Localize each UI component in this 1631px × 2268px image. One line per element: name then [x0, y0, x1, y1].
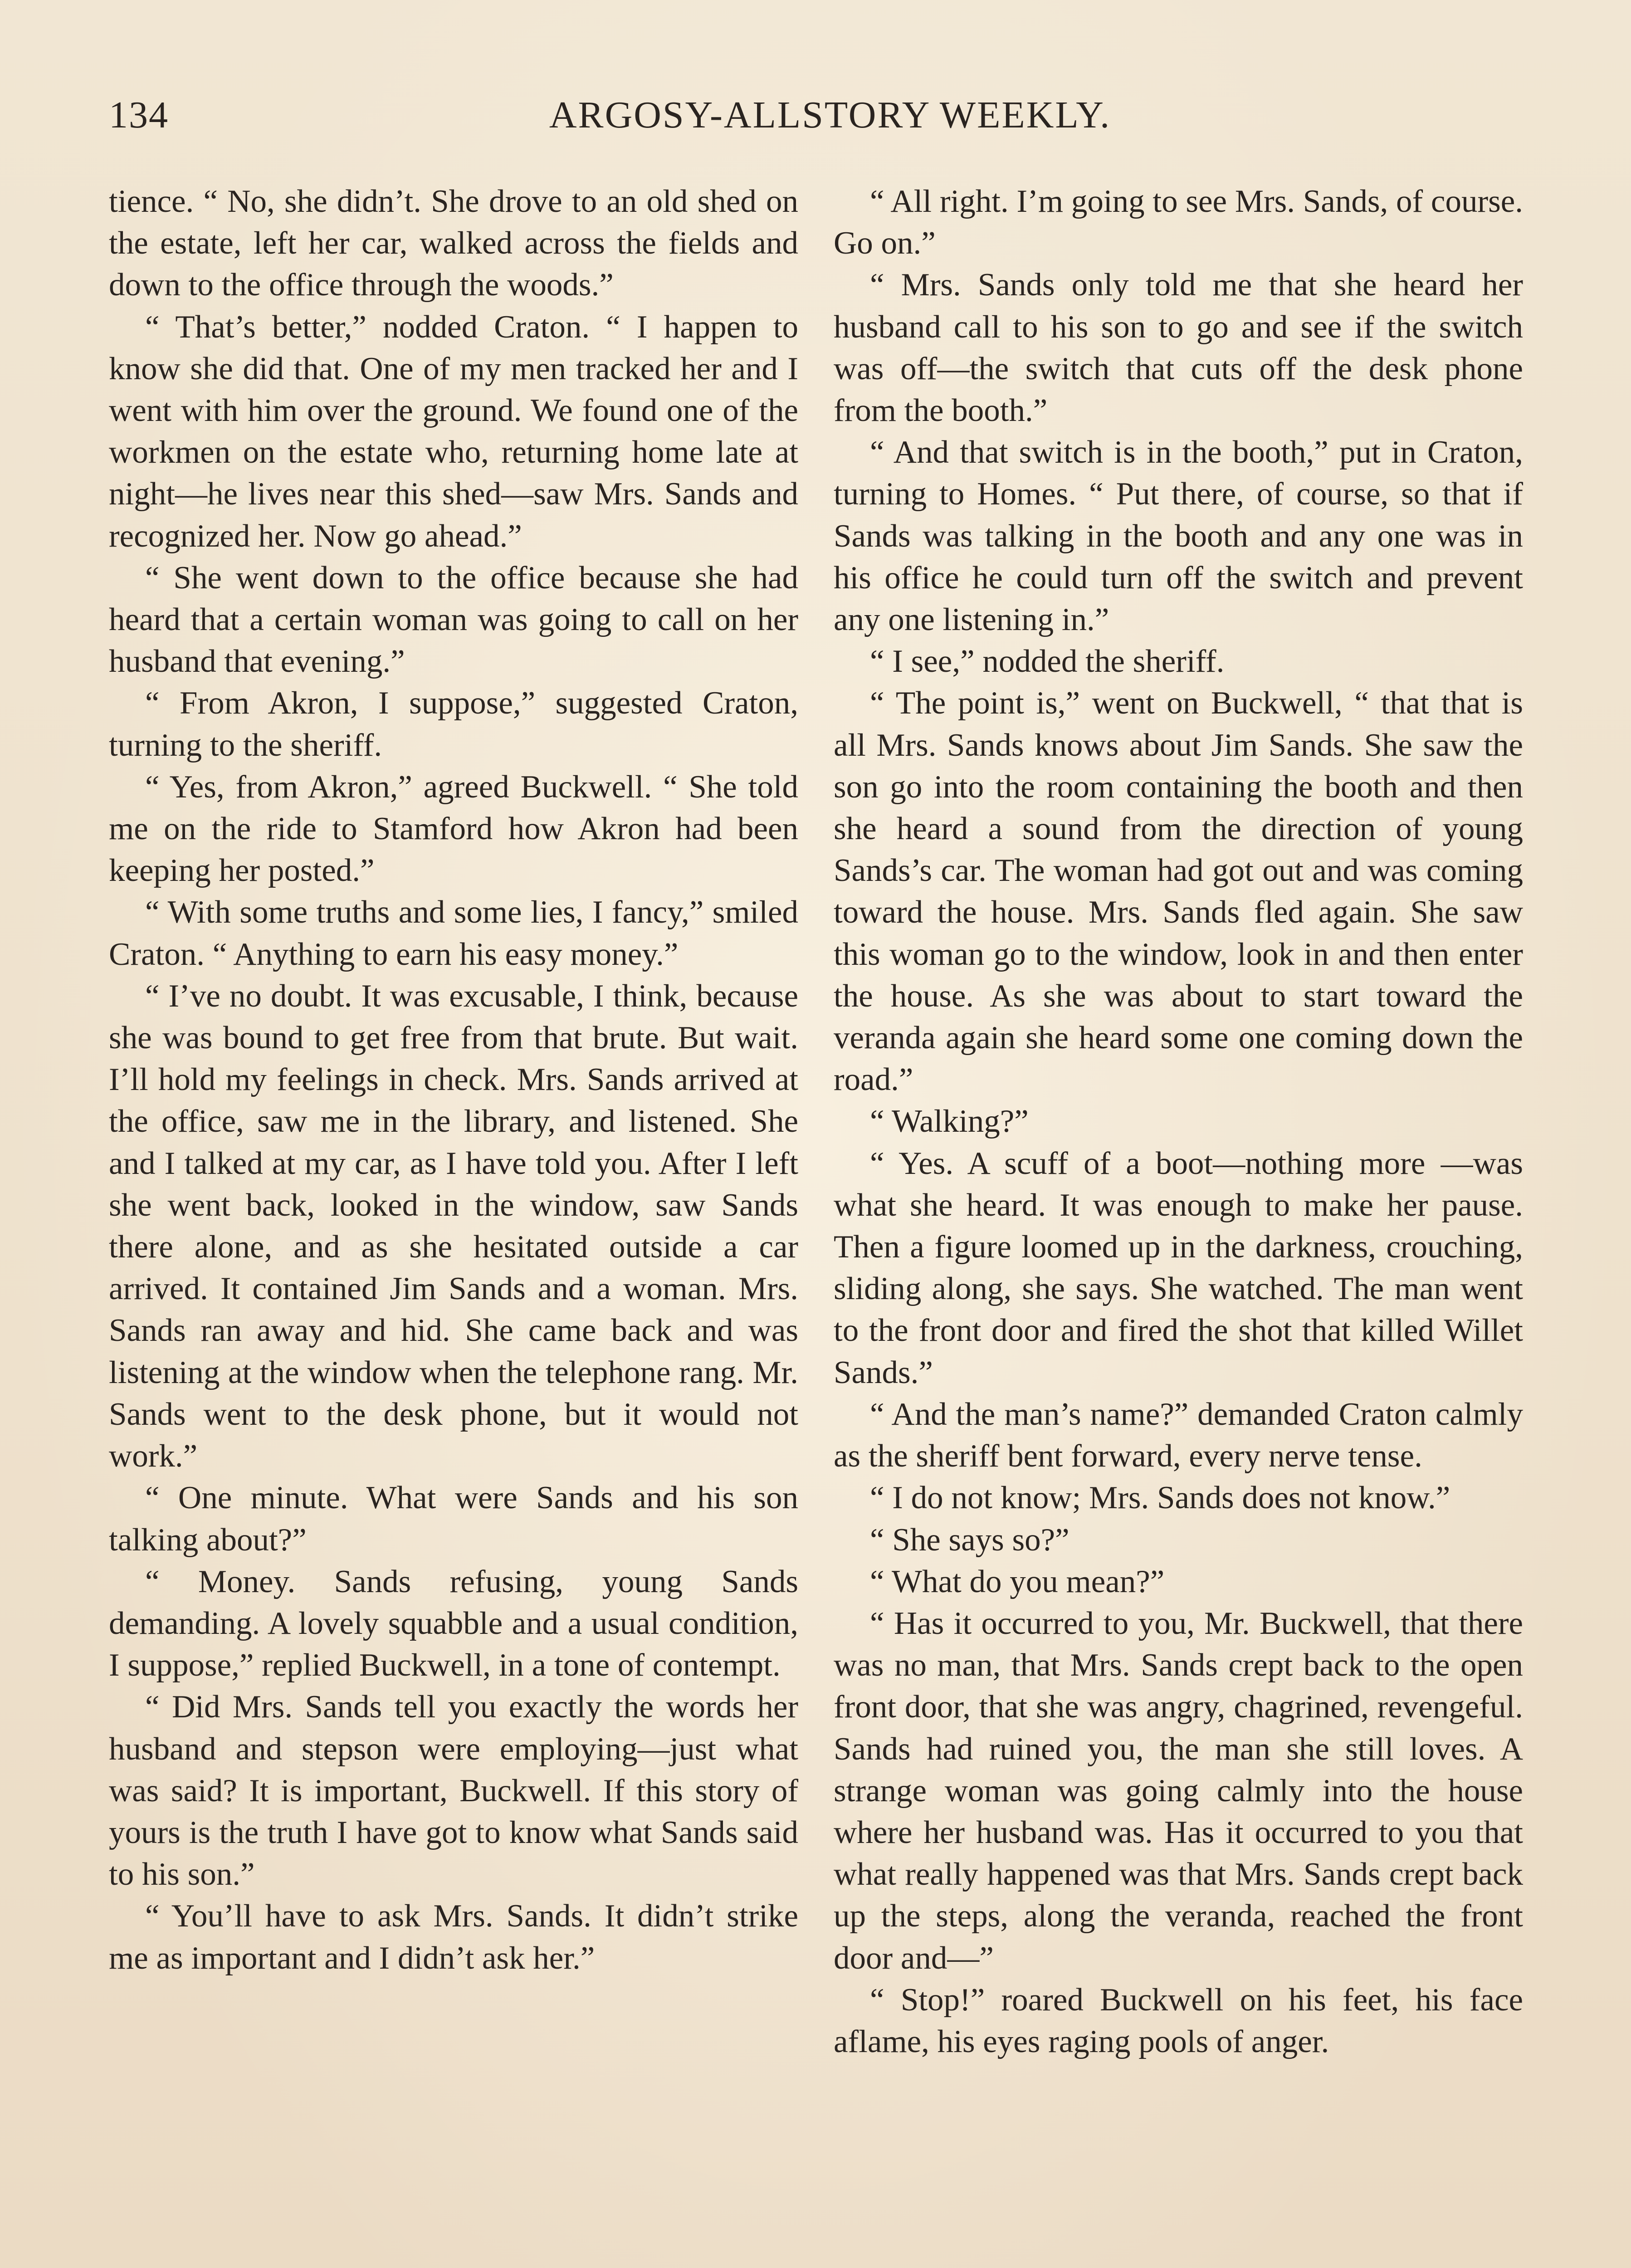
paragraph: “ She went down to the office because she had heard that a certain woman was going to call on her husband that evening.”	[109, 560, 798, 679]
paragraph: “ From Akron, I suppose,” suggested Craton, turning to the sheriff.	[109, 685, 798, 763]
paragraph: “ And the man’s name?” demanded Craton calmly as the sheriff bent forward, every nerve tense.	[834, 1396, 1523, 1474]
paragraph: “ I see,” nodded the sheriff.	[870, 644, 1225, 679]
paragraph: “ With some truths and some lies, I fancy,” smiled Craton. “ Anything to earn his easy money.”	[109, 894, 798, 972]
paragraph: “ That’s better,” nodded Craton. “ I happen to know she did that. One of my men tracked her and I went with him over the ground. We found one of the workmen on the estate who, returning home late at night—he lives near this shed—saw Mrs. Sands and recognized her. Now go ahead.”	[109, 309, 798, 554]
paragraph: “ Money. Sands refusing, young Sands demanding. A lovely squabble and a usual condition, I suppose,” replied Buckwell, in a tone of contempt.	[109, 1564, 798, 1683]
paragraph: “ Mrs. Sands only told me that she heard her husband call to his son to go and see if the switch was off—the switch that cuts off the desk phone from the booth.”	[834, 267, 1523, 429]
paragraph: “ All right. I’m going to see Mrs. Sands, of course. Go on.”	[834, 184, 1523, 261]
paragraph: “ The point is,” went on Buckwell, “ that that is all Mrs. Sands knows about Jim Sands. She saw the son go into the room containing the booth and then she heard a sound from the direction of young Sands’s car. The woman had got out and was coming toward the house. Mrs. Sands fled again. She saw this woman go to the window, look in and then enter the house. As she was about to start toward the veranda again she heard some one coming down the road.”	[834, 685, 1523, 1098]
running-head: ARGOSY-ALLSTORY WEEKLY.	[549, 94, 1111, 136]
paragraph: “ You’ll have to ask Mrs. Sands. It didn’t strike me as important and I didn’t ask her.”	[109, 1898, 798, 1976]
right-column	[834, 181, 1523, 2063]
paragraph: “ Walking?”	[870, 1104, 1029, 1139]
left-column	[109, 181, 798, 1979]
paragraph: “ One minute. What were Sands and his son talking about?”	[109, 1480, 798, 1558]
paragraph: “ Stop!” roared Buckwell on his feet, his face aflame, his eyes raging pools of anger.	[834, 1982, 1523, 2059]
paragraph: “ I’ve no doubt. It was excusable, I think, because she was bound to get free from that brute. But wait. I’ll hold my feelings in check. Mrs. Sands arrived at the office, saw me in the library, and listened. She and I talked at my car, as I have told you. After I left she went back, looked in the window, saw Sands there alone, and as she hesitated outside a car arrived. It contained Jim Sands and a woman. Mrs. Sands ran away and hid. She came back and was listening at the window when the telephone rang. Mr. Sands went to the desk phone, but it would not work.”	[109, 978, 798, 1474]
paragraph: “ What do you mean?”	[870, 1564, 1165, 1599]
paragraph: “ I do not know; Mrs. Sands does not know.”	[870, 1480, 1450, 1516]
paragraph: “ Did Mrs. Sands tell you exactly the words her husband and stepson were employing—just what was said? It is important, Buckwell. If this story of yours is the truth I have got to know what Sands said to his son.”	[109, 1689, 798, 1892]
page-number: 134	[109, 94, 169, 136]
paragraph: “ She says so?”	[870, 1522, 1069, 1558]
paragraph: “ And that switch is in the booth,” put in Craton, turning to Homes. “ Put there, of course, so that if Sands was talking in the booth and any one was in his office he could turn off the switch and prevent any one listening in.”	[834, 435, 1523, 638]
paragraph: “ Yes, from Akron,” agreed Buckwell. “ She told me on the ride to Stamford how Akron had been keeping her posted.”	[109, 769, 798, 889]
paragraph: “ Has it occurred to you, Mr. Buckwell, that there was no man, that Mrs. Sands crept back to the open front door, that she was angry, chagrined, revengeful. Sands had ruined you, the man she still loves. A strange woman was going calmly into the house where her husband was. Has it occurred to you that what really happened was that Mrs. Sands crept back up the steps, along the veranda, reached the front door and—”	[834, 1605, 1523, 1976]
paragraph: tience. “ No, she didn’t. She drove to an old shed on the estate, left her car, walked across the fields and down to the office through the woods.”	[109, 184, 798, 303]
paragraph: “ Yes. A scuff of a boot—nothing more —was what she heard. It was enough to make her pause. Then a figure loomed up in the darkness, crouching, sliding along, she says. She watched. The man went to the front door and fired the shot that killed Willet Sands.”	[834, 1145, 1523, 1390]
